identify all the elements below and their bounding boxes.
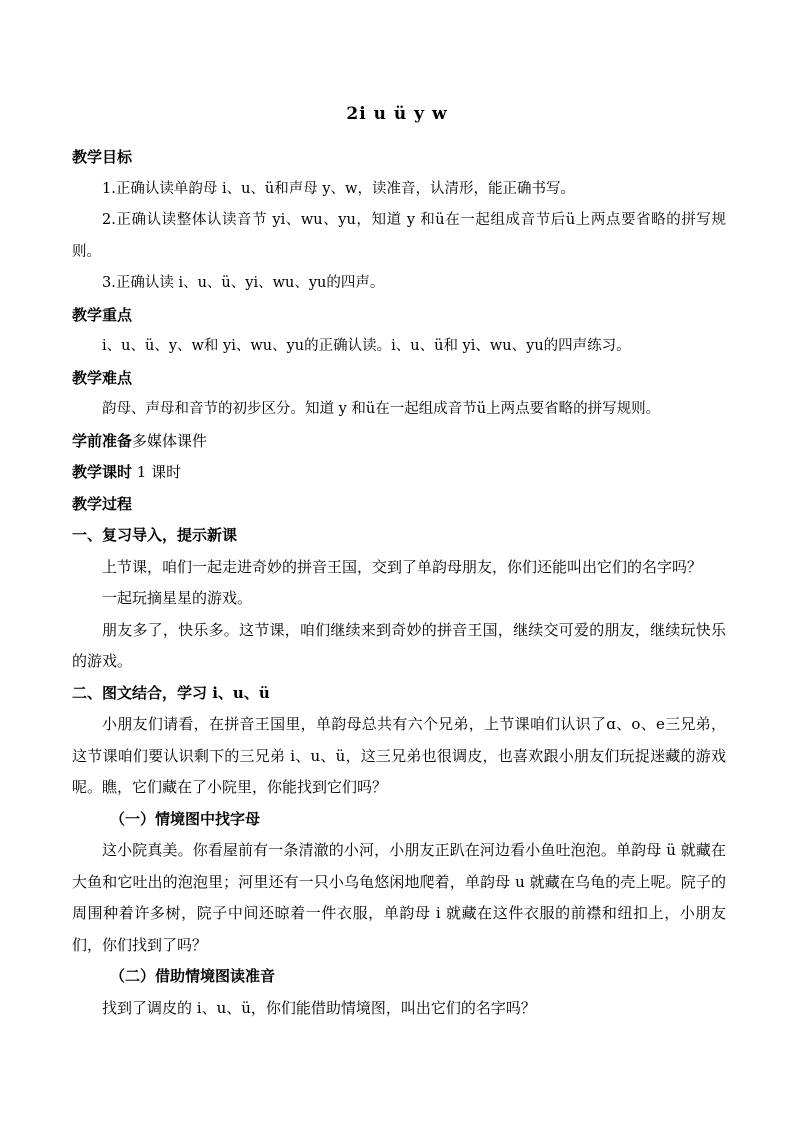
process-heading: 教学过程: [72, 494, 133, 513]
preparation-text: 多媒体课件: [132, 431, 208, 450]
preparation-line: [72, 426, 726, 458]
hours-line: [72, 457, 726, 489]
page-title: 2i u ü y w: [346, 104, 448, 124]
section2-paragraph: 小朋友们请看，在拼音王国里，单韵母总共有六个兄弟，上节课咱们认识了ɑ、o、e三兄弟，这节课咱们要认识剩下的三兄弟 i、u、ü，这三兄弟也很调皮，也喜欢跟小朋友们玩捉迷藏的游戏呢。瞧，它们藏在了小院里，你能找到它们吗？: [72, 715, 726, 796]
hours-label: 教学课时: [72, 463, 133, 481]
section1-heading: 一、复习导入，提示新课: [72, 526, 238, 544]
subsection2-heading: （二）借助情境图读准音: [110, 967, 276, 985]
section1-paragraph: 上节课，咱们一起走进奇妙的拼音王国，交到了单韵母朋友，你们还能叫出它们的名字吗？: [102, 557, 703, 576]
subsection1-heading: （一）情境图中找字母: [110, 809, 261, 828]
key-points-heading: 教学重点: [72, 305, 133, 324]
section1-paragraph: 一起玩摘星星的游戏。: [102, 589, 253, 607]
objectives-heading: 教学目标: [72, 148, 133, 166]
key-points-text: i、u、ü、y、w和 yi、wu、yu的正确认读。i、u、ü和 yi、wu、yu的四声练习。: [102, 338, 631, 354]
subsection1-paragraph: 这小院真美。你看屋前有一条清澈的小河，小朋友正趴在河边看小鱼吐泡泡。单韵母 ü 就藏在大鱼和它吐出的泡泡里；河里还有一只小乌龟悠闲地爬着，单韵母 u 就藏在乌龟的壳上呢。院子的周围种着许多树，院子中间还晾着一件衣服，单韵母 i 就藏在这件衣服的前襟和纽扣上，小朋友们，你们找到了吗？: [72, 841, 726, 954]
subsection2-paragraph: 找到了调皮的 i、u、ü，你们能借助情境图，叫出它们的名字吗？: [102, 998, 536, 1017]
objective-item: 3.正确认读 i、u、ü、yi、wu、yu的四声。: [102, 275, 385, 291]
difficulties-text: 韵母、声母和音节的初步区分。知道 y 和ü在一起组成音节ü上两点要省略的拼写规则。: [102, 401, 661, 417]
preparation-label: 学前准备: [72, 431, 133, 450]
hours-text: 1 课时: [132, 463, 182, 481]
section1-paragraph: 朋友多了，快乐多。这节课，咱们继续来到奇妙的拼音王国，继续交可爱的朋友，继续玩快乐的游戏。: [72, 620, 726, 670]
objective-item: 1.正确认读单韵母 i、u、ü和声母 y、w，读准音，认清形，能正确书写。: [102, 180, 575, 197]
document-body: [72, 142, 726, 1024]
difficulties-heading: 教学难点: [72, 368, 133, 387]
objective-item: 2.正确认读整体认读音节 yi、wu、yu，知道 y 和ü在一起组成音节后ü上两点要省略的拼写规则。: [72, 212, 726, 260]
section2-heading: 二、图文结合，学习 i、u、ü: [72, 683, 270, 702]
